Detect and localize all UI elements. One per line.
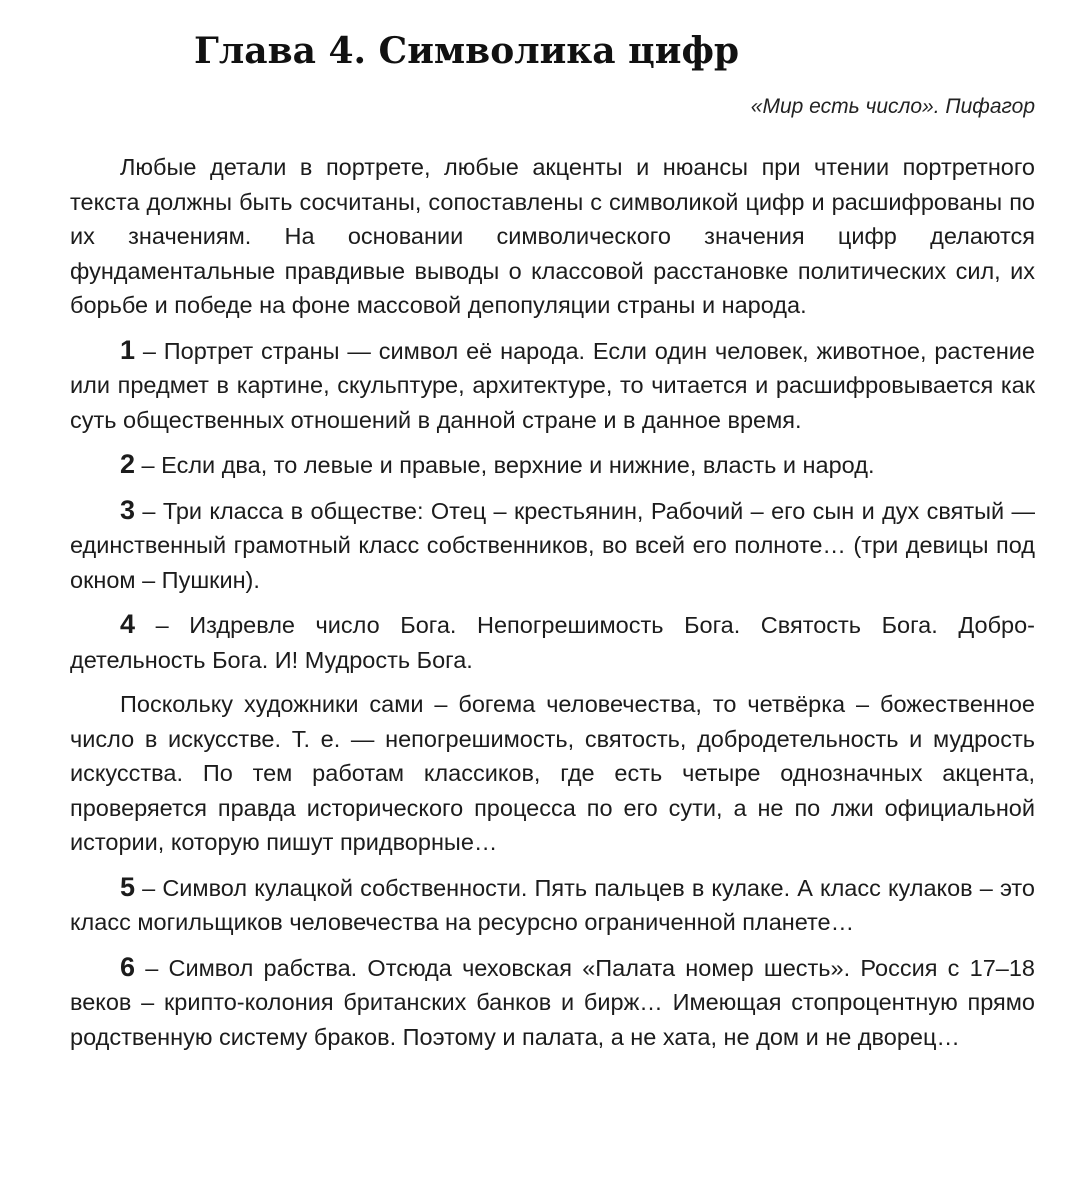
paragraph-intro: [70, 150, 1035, 323]
paragraph-number-1: [70, 333, 1035, 438]
paragraph-number: 1: [120, 334, 136, 365]
epigraph: «Мир есть число». Пифагор: [750, 95, 1035, 118]
paragraph-number: 5: [120, 871, 136, 902]
paragraph-number-3: [70, 493, 1035, 598]
paragraph-text: – Издревле число Бога. Непогрешимость Бога. Святость Бога. Добродетельность Бога. И! Мудрость Бога.: [70, 612, 1035, 673]
paragraph-number-2: [70, 447, 1035, 483]
paragraph-text: – Символ рабства. Отсюда чеховская «Палата номер шесть». Россия с 17–18 веков – крипто-колония британских банков и бирж… Имеющая стопроцентную прямо родственную систему браков. Поэтому и палата, а не хата, не дом и не дворец…: [70, 954, 1035, 1050]
paragraph-text: – Три класса в обществе: Отец – крестьянин, Рабочий – его сын и дух святый — единственный грамотный класс собственников, во всей его полноте… (три девицы под окном – Пушкин).: [70, 497, 1035, 593]
paragraph-number: 3: [120, 494, 136, 525]
paragraph-number: 4: [120, 609, 136, 639]
paragraph-text: – Портрет страны — символ её народа. Если один человек, животное, растение или предмет в картине, скульптуре, архитектуре, то читается и расшифровывается как суть общественных отношений в данной стране и в данное время.: [70, 337, 1035, 433]
paragraph-artists: [70, 687, 1035, 860]
paragraph-text: Поскольку художники сами – богема человечества, то четвёрка – божественное число в искусстве. Т. е. — непогрешимость, святость, добродетельность и мудрость искусства. По тем работам классиков, где есть четыре однозначных акцента, проверяется правда исторического процесса по его сути, а не по лжи официальной истории, которую пишут придворные…: [70, 691, 1035, 855]
paragraph-text: – Если два, то левые и правые, верхние и нижние, власть и народ.: [135, 452, 875, 478]
paragraph-text: Любые детали в портрете, любые акценты и нюансы при чтении портретного текста должны быть сосчитаны, сопоставлены с символикой цифр и расшифрованы по их значениям. На основании символического значения цифр делаются фундаментальные правдивые выводы о классовой расстановке политических сил, их борьбе и победе на фоне массовой депопуляции страны и народа.: [70, 154, 1035, 318]
paragraph-number-6: [70, 950, 1035, 1055]
paragraph-number-5: [70, 870, 1035, 940]
chapter-body: [70, 150, 1035, 1064]
paragraph-number: 2: [120, 449, 136, 479]
paragraph-number: 6: [120, 951, 136, 982]
paragraph-number-4: [70, 607, 1035, 677]
chapter-title: Глава 4. Символика цифр: [194, 30, 740, 72]
paragraph-text: – Символ кулацкой собственности. Пять пальцев в кулаке. А класс кулаков – это класс могильщиков человечества на ресурсно ограниченной планете…: [70, 874, 1035, 935]
